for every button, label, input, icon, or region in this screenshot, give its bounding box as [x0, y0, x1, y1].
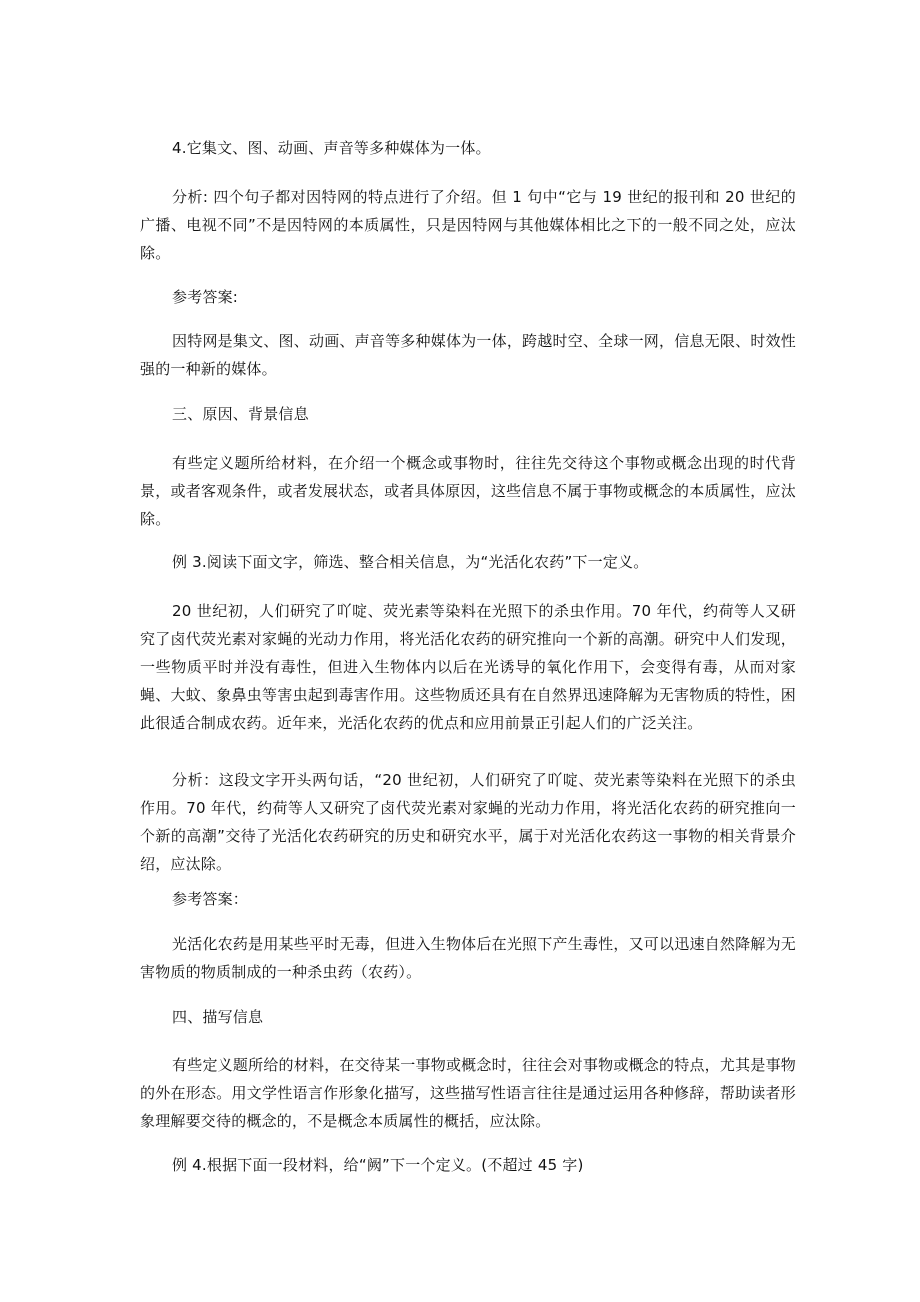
answer-paragraph-2: 光活化农药是用某些平时无毒，但进入生物体后在光照下产生毒性，又可以迅速自然降解为无害物质的物质制成的一种杀虫药（农药）。	[140, 935, 796, 981]
section-4-body: 有些定义题所给的材料，在交待某一事物或概念时，往往会对事物或概念的特点，尤其是事物的外在形态。用文学性语言作形象化描写，这些描写性语言往往是通过运用各种修辞，帮助读者形象理解要交待的概念的，不是概念本质属性的概括，应汰除。	[140, 1056, 796, 1130]
example-4-heading: 例 4.根据下面一段材料，给“阙”下一个定义。(不超过 45 字)	[172, 1156, 584, 1174]
reference-answer-label-2: 参考答案：	[172, 890, 249, 908]
example-3-heading: 例 3.阅读下面文字，筛选、整合相关信息，为“光活化农药”下一定义。	[172, 553, 649, 571]
section-heading-3: 三、原因、背景信息	[172, 405, 309, 423]
section-3-body: 有些定义题所给材料，在介绍一个概念或事物时，往往先交待这个事物或概念出现的时代背景，或者客观条件，或者发展状态，或者具体原因，这些信息不属于事物或概念的本质属性，应汰除。	[140, 454, 796, 528]
reference-answer-label-1: 参考答案:	[172, 288, 239, 306]
example-3-material: 20 世纪初，人们研究了吖啶、荧光素等染料在光照下的杀虫作用。70 年代，约荷等人又研究了卤代荧光素对家蝇的光动力作用，将光活化农药的研究推向一个新的高潮。研究中人们发现，一些物质平时并没有毒性，但进入生物体内以后在光诱导的氧化作用下，会变得有毒，从而对家蝇、大蚊、象鼻虫等害虫起到毒害作用。这些物质还具有在自然界迅速降解为无害物质的特性，困此很适合制成农药。近年来，光活化农药的优点和应用前景正引起人们的广泛关注。	[140, 602, 796, 732]
paragraph-item-4: 4.它集文、图、动画、声音等多种媒体为一体。	[172, 139, 491, 157]
analysis-paragraph-1: 分析: 四个句子都对因特网的特点进行了介绍。但 1 句中“它与 19 世纪的报刊和 20 世纪的广播、电视不同”不是因特网的本质属性，只是因特网与其他媒体相比之下的一般不同之处，应汰除。	[140, 188, 796, 262]
answer-paragraph-1: 因特网是集文、图、动画、声音等多种媒体为一体，跨越时空、全球一网，信息无限、时效性强的一种新的媒体。	[140, 332, 796, 378]
section-heading-4: 四、描写信息	[172, 1008, 264, 1026]
analysis-paragraph-2: 分析：这段文字开头两句话，“20 世纪初，人们研究了吖啶、荧光素等染料在光照下的杀虫作用。70 年代，约荷等人又研究了卤代荧光素对家蝇的光动力作用，将光活化农药的研究推向一个新的高潮”交待了光活化农药研究的历史和研究水平，属于对光活化农药这一事物的相关背景介绍，应汰除。	[140, 771, 796, 873]
